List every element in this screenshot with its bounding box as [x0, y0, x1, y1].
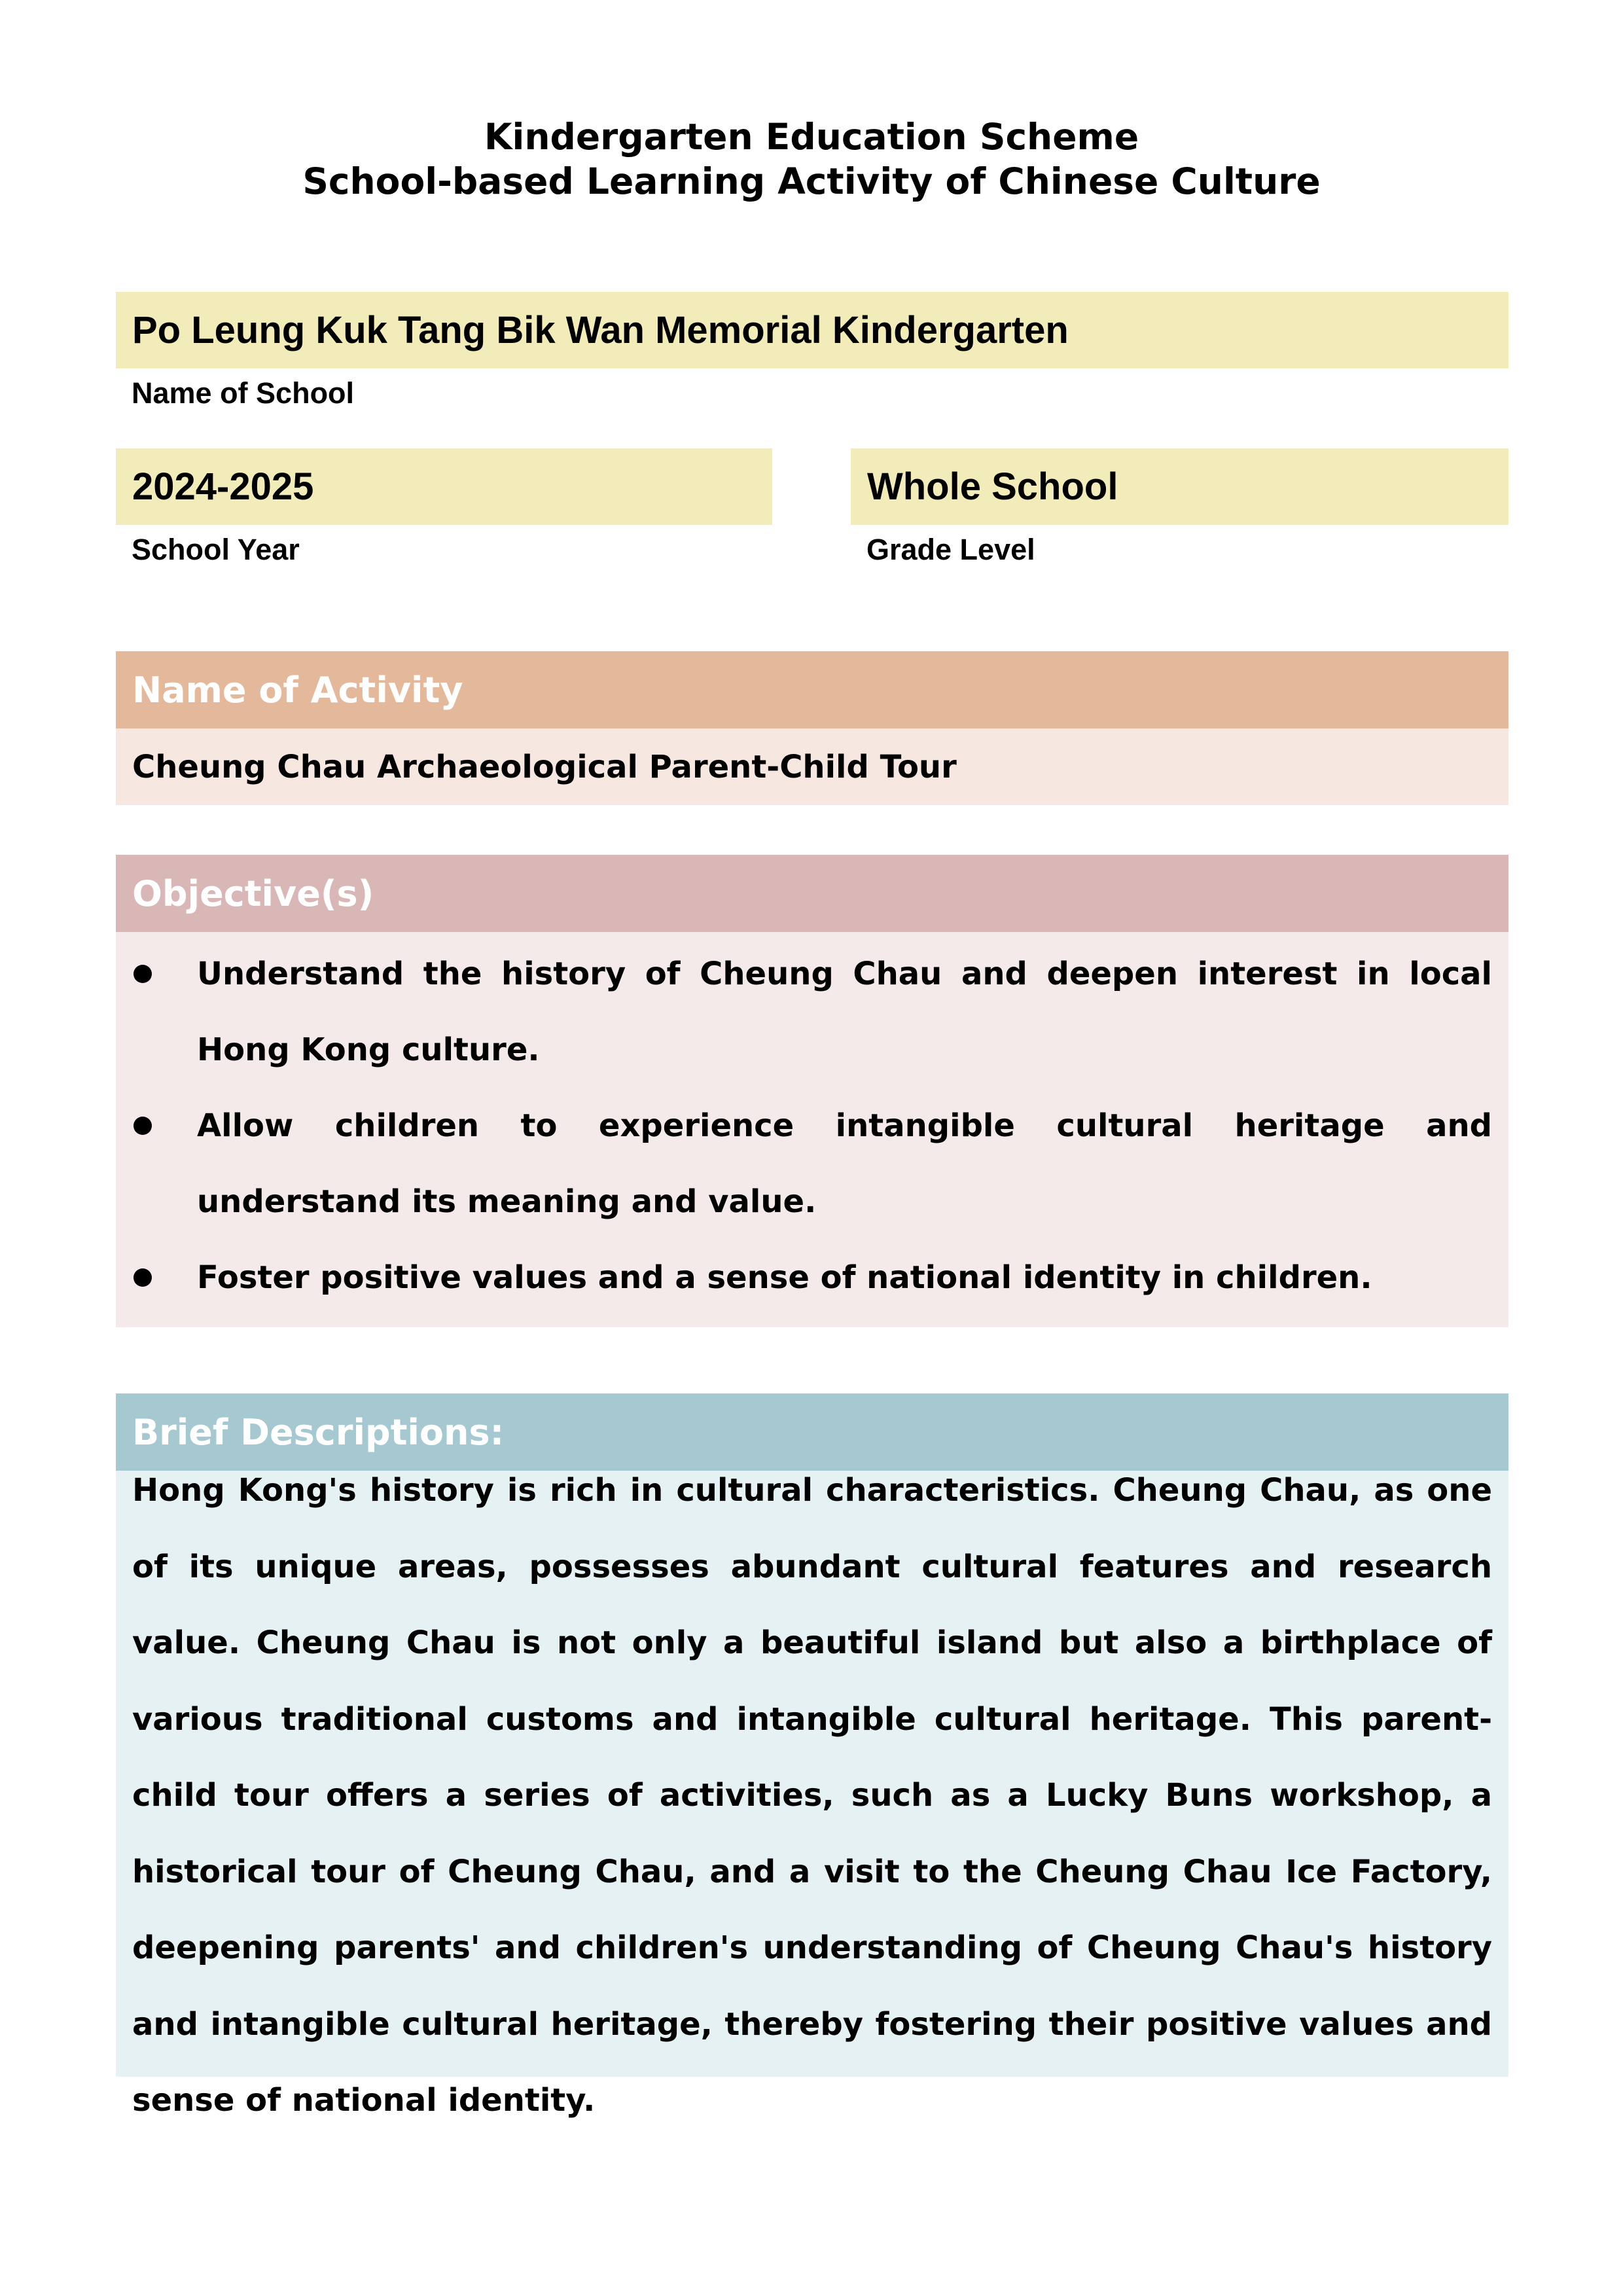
objectives-section-heading: Objective(s)	[116, 855, 1508, 932]
objectives-list	[116, 936, 1508, 1316]
school-name-label: Name of School	[132, 376, 355, 410]
list-item	[116, 936, 1508, 1088]
school-year-label: School Year	[132, 533, 300, 566]
description-text: Hong Kong's history is rich in cultural characteristics. Cheung Chau, as one of its unique areas, possesses abundant cultural features and research value. Cheung Chau is not only a beautiful island but also a birthplace of various traditional customs and intangible cultural heritage. This parent-child tour offers a series of activities, such as a Lucky Buns workshop, a historical tour of Cheung Chau, and a visit to the Cheung Chau Ice Factory, deepening parents' and children's understanding of Cheung Chau's history and intangible cultural heritage, thereby fostering their positive values and sense of national identity.	[132, 1472, 1492, 2119]
description-panel	[116, 1471, 1508, 2119]
school-name-field: Po Leung Kuk Tang Bik Wan Memorial Kindergarten	[116, 292, 1508, 368]
objective-text: Understand the history of Cheung Chau and deepen interest in local Hong Kong culture.	[197, 956, 1492, 1068]
objectives-panel	[116, 932, 1508, 1327]
grade-level-label: Grade Level	[866, 533, 1035, 566]
activity-section-heading: Name of Activity	[116, 651, 1508, 728]
activity-name-value: Cheung Chau Archaeological Parent-Child Tour	[116, 728, 1508, 805]
bullet-icon	[134, 965, 152, 983]
page-title	[0, 115, 1623, 204]
bullet-icon	[134, 1268, 152, 1287]
objective-text: Foster positive values and a sense of national identity in children.	[197, 1259, 1372, 1296]
objective-text: Allow children to experience intangible cultural heritage and understand its meaning and value.	[197, 1107, 1492, 1220]
grade-level-field: Whole School	[851, 448, 1508, 525]
school-year-field: 2024-2025	[116, 448, 772, 525]
page-title-line-1: Kindergarten Education Scheme	[484, 116, 1139, 158]
list-item	[116, 1240, 1508, 1316]
page-title-line-2: School-based Learning Activity of Chinese Culture	[302, 160, 1321, 202]
description-section-heading: Brief Descriptions:	[116, 1393, 1508, 1471]
list-item	[116, 1088, 1508, 1240]
bullet-icon	[134, 1117, 152, 1135]
